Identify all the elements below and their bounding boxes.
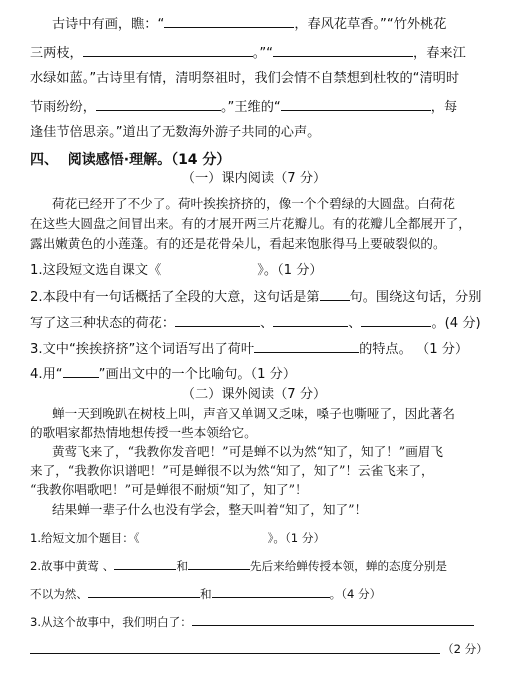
poem-line-1: 古诗中有画，瞧：“ ，春风花草香。”“竹外桃花: [52, 14, 446, 34]
blank[interactable]: [361, 313, 431, 327]
blank[interactable]: [320, 287, 350, 301]
blank[interactable]: [175, 313, 260, 327]
r2-question-2: 2.故事中黄莺 、 和 先后来给蝉传授本领，蝉的态度分别是: [30, 556, 447, 575]
poem-line-4: 节雨纷纷， 。”王维的“ ，每: [30, 97, 457, 117]
blank[interactable]: [83, 43, 253, 57]
reading2-para-line: 蝉一天到晚趴在树枝上叫，声音又单调又乏味，嗓子也嘶哑了，因此著名: [52, 406, 455, 421]
reading1-title: （一）课内阅读（7 分）: [181, 171, 327, 186]
r1-question-1: 1.这段短文选自课文《 》。（1 分）: [30, 263, 323, 278]
r1-question-2: 2.本段中有一句话概括了全段的大意，这句话是第 句。围绕这句话，分别: [30, 287, 481, 307]
r2-question-3: 3.从这个故事中，我们明白了：: [30, 612, 474, 631]
poem-line-5: 逢佳节倍思亲。”道出了无数海外游子共同的心声。: [30, 125, 321, 140]
underline-sample: [63, 364, 99, 378]
section-number: 四、: [30, 152, 58, 168]
reading2-title: （二）课外阅读（7 分）: [181, 387, 327, 402]
blank[interactable]: [164, 14, 294, 28]
r1-question-2-cont: 写了这三种状态的荷花： 、 、 。(4 分): [30, 313, 481, 333]
reading1-para-line: 露出嫩黄色的小莲蓬。有的还是花骨朵儿，看起来饱胀得马上要破裂似的。: [30, 236, 446, 251]
blank[interactable]: [88, 584, 200, 598]
blank[interactable]: [254, 339, 359, 353]
reading2-para-line: 的歌唱家都热情地想传授一些本领给它。: [30, 425, 257, 440]
reading2-para-line: 结果蝉一辈子什么也没有学会，整天叫着“知了，知了”！: [52, 502, 368, 517]
section-title: 阅读感悟·理解。（14 分）: [67, 152, 231, 168]
reading2-para-line: 来了，“我教你识谱吧！”可是蝉很不以为然“知了，知了”！云雀飞来了，: [30, 463, 434, 478]
r1-question-3: 3.文中“挨挨挤挤”这个词语写出了荷叶 的特点。 （1 分）: [30, 339, 468, 359]
blank[interactable]: [114, 556, 176, 570]
answer-blank[interactable]: [192, 612, 474, 626]
blank[interactable]: [273, 43, 413, 57]
poem-line-3: 水绿如蓝。”古诗里有情，清明祭祖时，我们会情不自禁想到杜牧的“清明时: [30, 71, 460, 86]
blank[interactable]: [281, 97, 431, 111]
reading1-para-line: 荷花已经开了不少了。荷叶挨挨挤挤的，像一个个碧绿的大圆盘。白荷花: [52, 196, 455, 211]
blank[interactable]: [273, 313, 348, 327]
r2-question-1: 1.给短文加个题目：《 》。（1 分）: [30, 531, 326, 545]
r2-question-2-cont: 不以为然、 和 。（4 分）: [30, 584, 381, 603]
reading2-para-line: 黄莺飞来了，“我教你发音吧！”可是蝉不以为然“知了，知了！”画眉飞: [52, 444, 443, 459]
reading2-para-line: “我教你唱歌吧！”可是蝉很不耐烦“知了，知了”！: [30, 482, 308, 497]
r1-question-4: 4.用“ ”画出文中的一个比喻句。（1 分）: [30, 364, 296, 384]
blank[interactable]: [212, 584, 330, 598]
answer-line[interactable]: [30, 653, 440, 654]
section-heading: [30, 151, 230, 169]
poem-line-2: 三两枝， 。”“ ，春来江: [30, 43, 466, 63]
r2-question-3-score: （2 分）: [442, 642, 488, 656]
blank[interactable]: [96, 97, 221, 111]
blank[interactable]: [188, 556, 250, 570]
reading1-para-line: 在这些大圆盘之间冒出来。有的才展开两三片花瓣儿。有的花瓣儿全都展开了，: [30, 216, 471, 231]
